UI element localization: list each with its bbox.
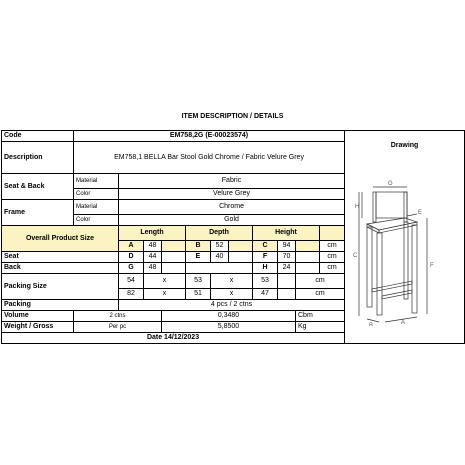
dim-d-letter: D	[119, 252, 144, 263]
length-header: Length	[119, 226, 186, 241]
dim-c-letter: C	[253, 241, 278, 252]
dim-f-spacer	[296, 252, 320, 263]
back-depth-blank	[186, 263, 253, 274]
page-title: ITEM DESCRIPTION / DETAILS	[181, 113, 284, 120]
dim-f-unit: cm	[320, 252, 345, 263]
dim-b-unit	[229, 241, 253, 252]
code-value: EM758,2G (E-00023574)	[74, 131, 345, 142]
code-label: Code	[2, 131, 74, 142]
dim-e-unit	[229, 252, 253, 263]
dim-g-value: 48	[144, 263, 162, 274]
pack1-height: 53	[253, 274, 278, 289]
dim-letter-f: F	[430, 263, 434, 269]
pack2-unit: cm	[296, 289, 345, 300]
dim-c-spacer	[296, 241, 320, 252]
packing-size-label: Packing Size	[2, 274, 119, 300]
dim-d-unit	[162, 252, 186, 263]
dim-b-letter: B	[186, 241, 211, 252]
weight-unit: Kg	[296, 322, 345, 333]
dim-letter-b: B	[369, 323, 374, 326]
dim-a-unit	[162, 241, 186, 252]
pack2-depth: 51	[186, 289, 211, 300]
pack2-spacer	[278, 289, 296, 300]
seat-material-value: Fabric	[119, 174, 345, 189]
dim-h-value: 24	[278, 263, 296, 274]
dim-h-unit: cm	[320, 263, 345, 274]
dim-c-unit: cm	[320, 241, 345, 252]
overall-size-label: Overall Product Size	[2, 226, 119, 252]
dim-f-letter: F	[253, 252, 278, 263]
height-header: Height	[253, 226, 320, 241]
description-label: Description	[2, 142, 74, 174]
volume-value: 0,3480	[162, 311, 296, 322]
dim-c-value: 94	[278, 241, 296, 252]
dim-b-value: 52	[211, 241, 229, 252]
dim-letter-h: H	[355, 204, 360, 210]
dim-g-unit	[162, 263, 186, 274]
dim-h-letter: H	[253, 263, 278, 274]
frame-material-label: Material	[74, 200, 119, 215]
description-value: EM758,1 BELLA Bar Stool Gold Chrome / Fabric Velure Grey	[74, 142, 345, 174]
dim-g-letter: G	[119, 263, 144, 274]
pack2-x2: x	[211, 289, 253, 300]
dim-letter-e: E	[418, 210, 423, 216]
seat-color-label: Color	[74, 189, 119, 200]
dim-a-value: 48	[144, 241, 162, 252]
weight-label: Weight / Gross	[2, 322, 74, 333]
unit-header-blank	[320, 226, 345, 241]
dim-e-value: 40	[211, 252, 229, 263]
drawing-label: Drawing	[390, 142, 419, 149]
depth-header: Depth	[186, 226, 253, 241]
pack1-length: 54	[119, 274, 144, 289]
dim-d-value: 44	[144, 252, 162, 263]
pack1-x2: x	[211, 274, 253, 289]
pack1-x1: x	[144, 274, 186, 289]
dim-e-letter: E	[186, 252, 211, 263]
volume-unit: Cbm	[296, 311, 345, 322]
pack2-height: 47	[253, 289, 278, 300]
spec-table	[1, 130, 465, 344]
stool-drawing	[345, 156, 465, 326]
back-dims-label: Back	[2, 263, 119, 274]
pack1-unit: cm	[296, 274, 345, 289]
dim-f-value: 70	[278, 252, 296, 263]
dim-letter-a: A	[401, 320, 406, 326]
pack1-depth: 53	[186, 274, 211, 289]
seat-color-value: Velure Grey	[119, 189, 345, 200]
dim-letter-g: G	[388, 181, 393, 187]
packing-value: 4 pcs / 2 ctns	[119, 300, 345, 311]
dim-a-letter: A	[119, 241, 144, 252]
drawing-cell	[345, 131, 465, 344]
dim-letter-c: C	[353, 253, 358, 259]
weight-value: 5,8500	[162, 322, 296, 333]
seat-material-label: Material	[74, 174, 119, 189]
dim-h-spacer	[296, 263, 320, 274]
volume-label: Volume	[2, 311, 74, 322]
frame-color-label: Color	[74, 215, 119, 226]
seat-dims-label: Seat	[2, 252, 119, 263]
weight-qty: Per pc	[74, 322, 162, 333]
frame-label: Frame	[2, 200, 74, 226]
pack2-length: 82	[119, 289, 144, 300]
seat-back-label: Seat & Back	[2, 174, 74, 200]
volume-qty: 2 ctns	[74, 311, 162, 322]
packing-label: Packing	[2, 300, 119, 311]
pack2-x1: x	[144, 289, 186, 300]
date-row: Date 14/12/2023	[2, 333, 345, 344]
frame-material-value: Chrome	[119, 200, 345, 215]
pack1-spacer	[278, 274, 296, 289]
frame-color-value: Gold	[119, 215, 345, 226]
